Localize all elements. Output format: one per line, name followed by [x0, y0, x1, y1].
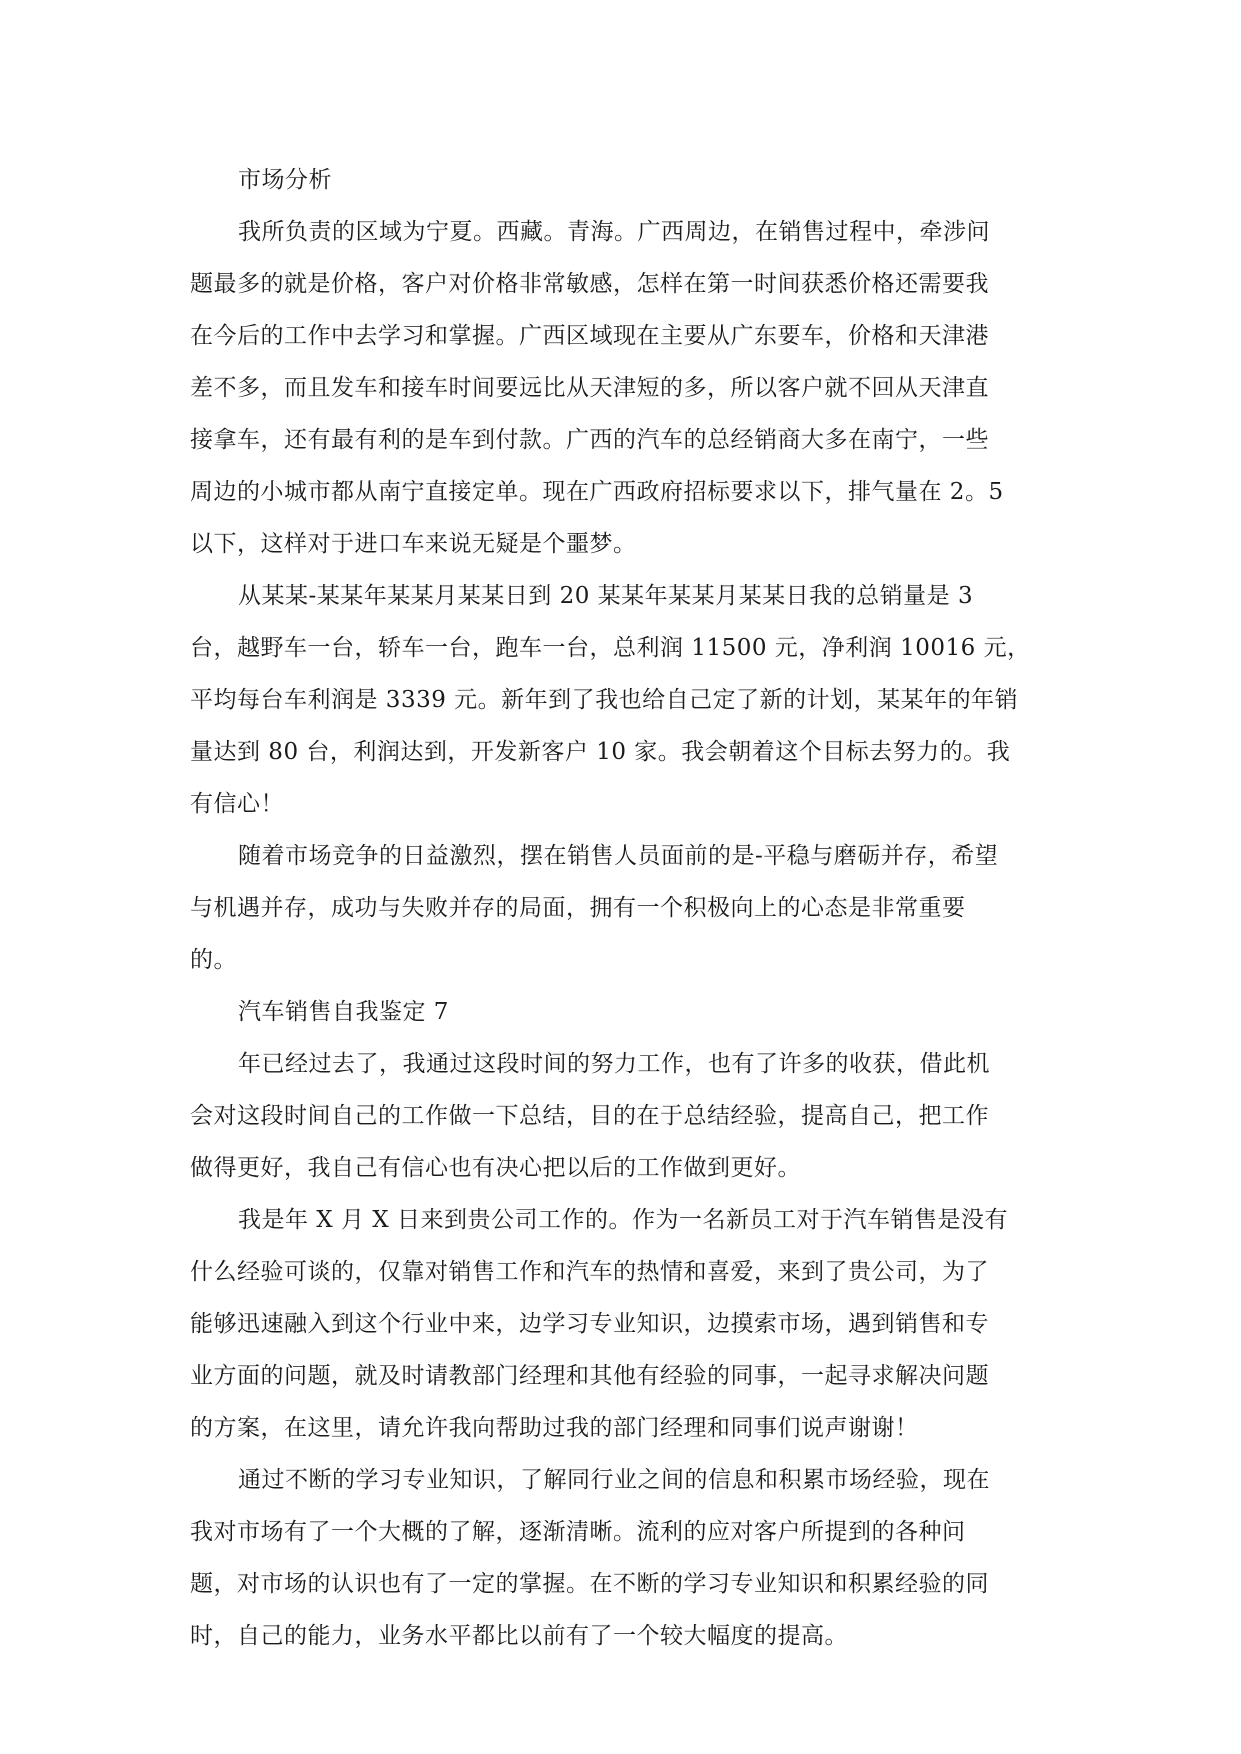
- text-line: 与机遇并存，成功与失败并存的局面，拥有一个积极向上的心态是非常重要: [190, 895, 966, 921]
- paragraph-joining-company: [190, 1194, 1052, 1454]
- text-line: 差不多，而且发车和接车时间要远比从天津短的多，所以客户就不回从天津直: [190, 375, 989, 401]
- heading-market-analysis: [190, 154, 1052, 206]
- text-line: 量达到 80 台，利润达到，开发新客户 10 家。我会朝着这个目标去努力的。我: [190, 739, 1011, 765]
- text-line: 会对这段时间自己的工作做一下总结，目的在于总结经验，提高自己，把工作: [190, 1103, 989, 1129]
- text-line: 在今后的工作中去学习和掌握。广西区域现在主要从广东要车，价格和天津港: [190, 323, 989, 349]
- text-line: 台，越野车一台，轿车一台，跑车一台，总利润 11500 元，净利润 10016 元，: [190, 635, 1031, 661]
- text-line: 通过不断的学习专业知识，了解同行业之间的信息和积累市场经验，现在: [238, 1467, 990, 1493]
- text-line: 周边的小城市都从南宁直接定单。现在广西政府招标要求以下，排气量在 2。5: [190, 479, 1004, 505]
- text-line: 有信心！: [190, 791, 284, 817]
- paragraph-region: [190, 206, 1052, 570]
- text-line: 我是年 X 月 X 日来到贵公司工作的。作为一名新员工对于汽车销售是没有: [238, 1207, 1008, 1233]
- text-line: 的。: [190, 947, 237, 973]
- text-line: 时，自己的能力，业务水平都比以前有了一个较大幅度的提高。: [190, 1623, 848, 1649]
- text-line: 从某某-某某年某某月某某日到 20 某某年某某月某某日我的总销量是 3: [238, 583, 974, 609]
- text-line: 市场分析: [238, 167, 332, 193]
- paragraph-competition: [190, 830, 1052, 986]
- text-line: 接拿车，还有最有利的是车到付款。广西的汽车的总经销商大多在南宁，一些: [190, 427, 989, 453]
- text-line: 年已经过去了，我通过这段时间的努力工作，也有了许多的收获，借此机: [238, 1051, 990, 1077]
- text-line: 做得更好，我自己有信心也有决心把以后的工作做到更好。: [190, 1155, 801, 1181]
- text-line: 业方面的问题，就及时请教部门经理和其他有经验的同事，一起寻求解决问题: [190, 1363, 989, 1389]
- text-line: 的方案，在这里，请允许我向帮助过我的部门经理和同事们说声谢谢！: [190, 1415, 919, 1441]
- paragraph-continuous-learning: [190, 1454, 1052, 1662]
- document-body: [190, 154, 1052, 1662]
- text-line: 我所负责的区域为宁夏。西藏。青海。广西周边，在销售过程中，牵涉问: [238, 219, 990, 245]
- text-line: 我对市场有了一个大概的了解，逐渐清晰。流利的应对客户所提到的各种问: [190, 1519, 966, 1545]
- paragraph-year-summary: [190, 1038, 1052, 1194]
- text-line: 汽车销售自我鉴定 7: [238, 999, 449, 1025]
- text-line: 题最多的就是价格，客户对价格非常敏感，怎样在第一时间获悉价格还需要我: [190, 271, 989, 297]
- heading-self-assessment-7: [190, 986, 1052, 1038]
- text-line: 平均每台车利润是 3339 元。新年到了我也给自己定了新的计划，某某年的年销: [190, 687, 1019, 713]
- text-line: 能够迅速融入到这个行业中来，边学习专业知识，边摸索市场，遇到销售和专: [190, 1311, 989, 1337]
- paragraph-sales-figures: [190, 570, 1052, 830]
- text-line: 题，对市场的认识也有了一定的掌握。在不断的学习专业知识和积累经验的同: [190, 1571, 989, 1597]
- text-line: 什么经验可谈的，仅靠对销售工作和汽车的热情和喜爱，来到了贵公司，为了: [190, 1259, 989, 1285]
- text-line: 以下，这样对于进口车来说无疑是个噩梦。: [190, 531, 637, 557]
- text-line: 随着市场竞争的日益激烈，摆在销售人员面前的是-平稳与磨砺并存，希望: [238, 843, 999, 869]
